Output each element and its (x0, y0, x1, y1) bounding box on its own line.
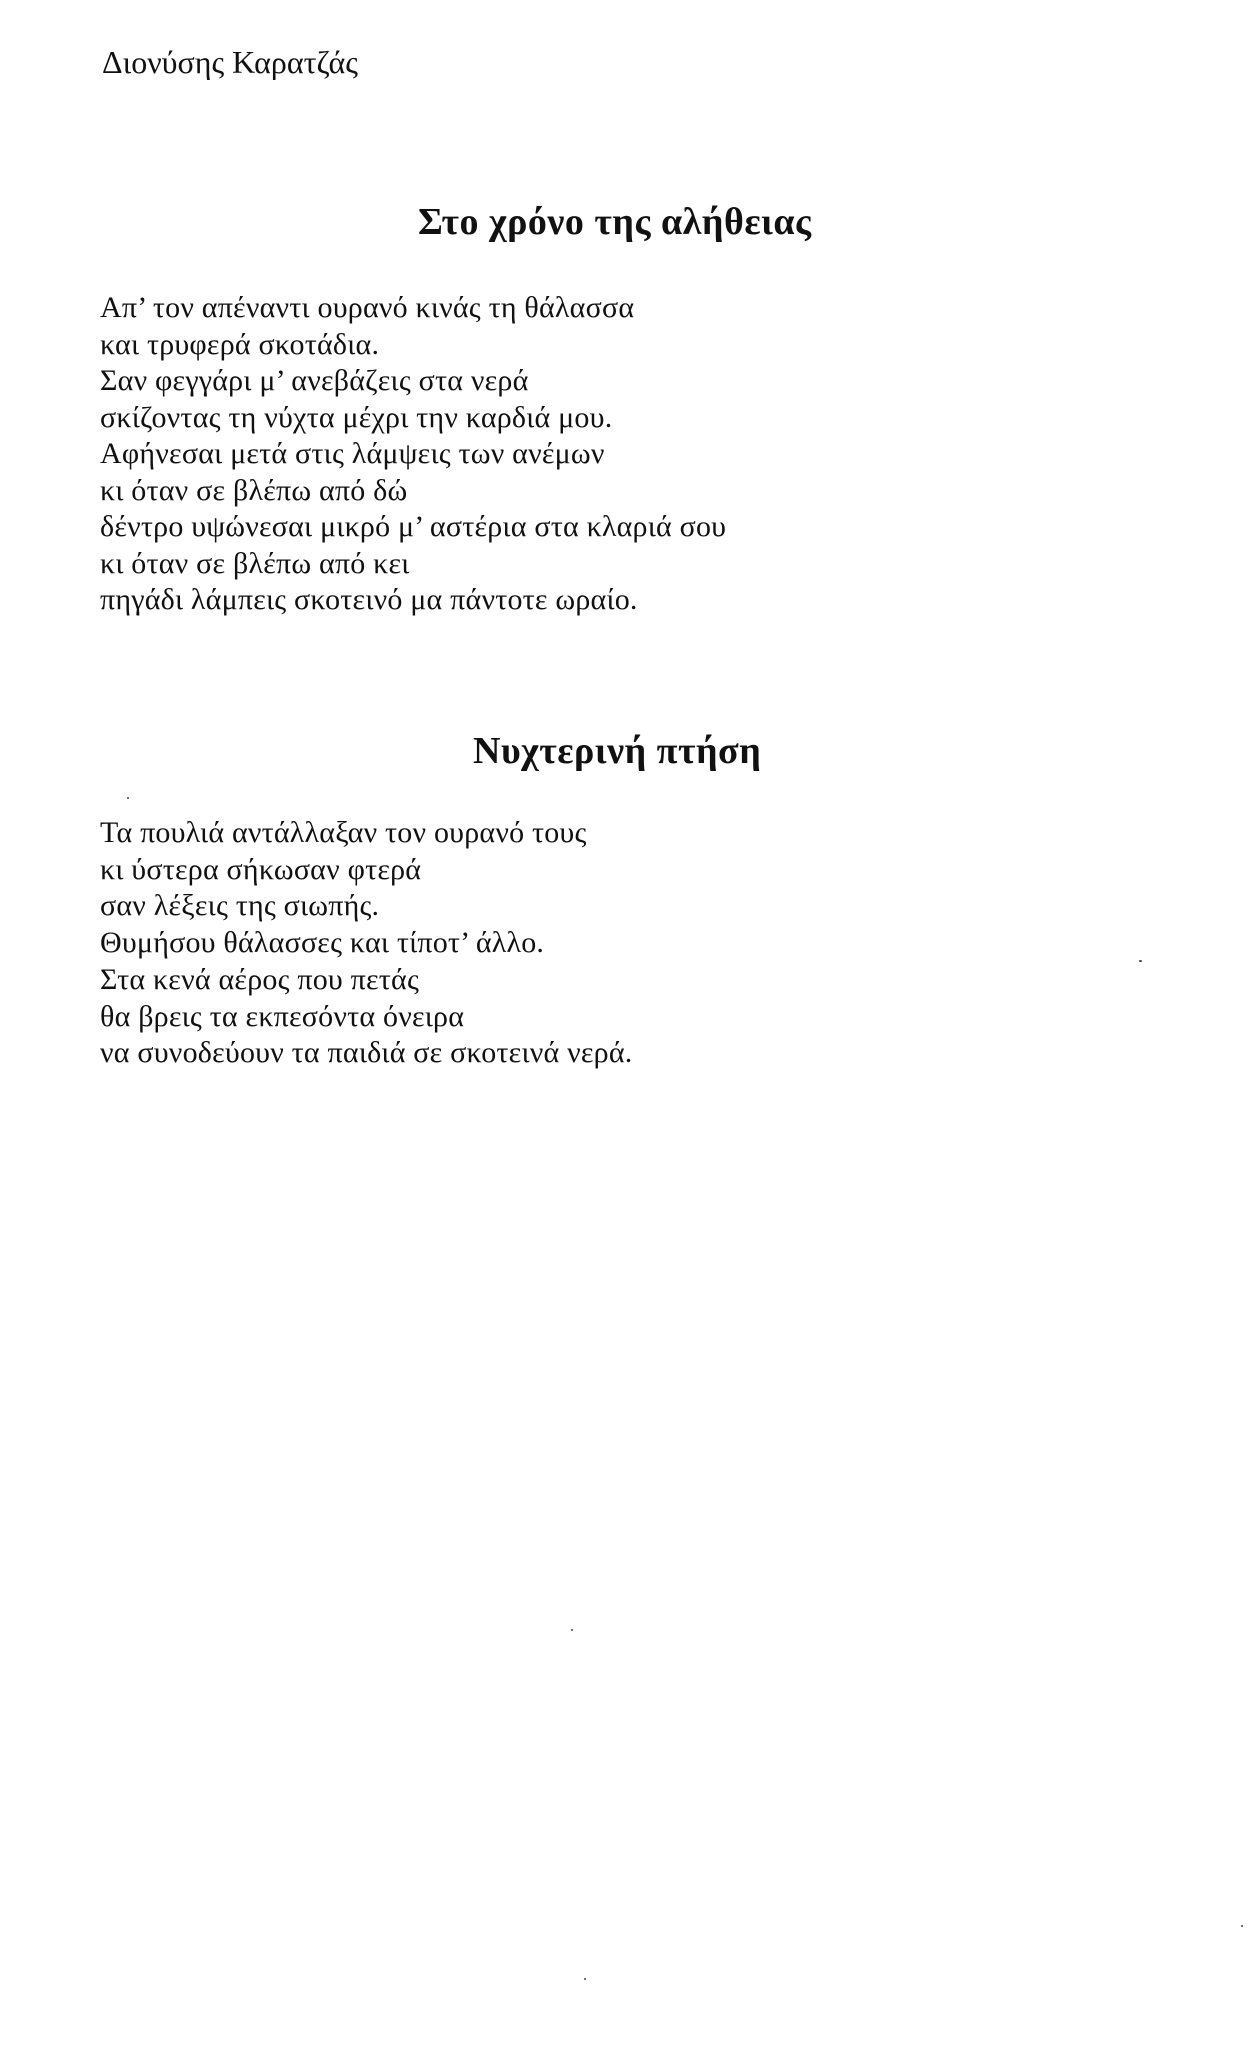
poem-title-2: Νυχτερινή πτήση (473, 730, 762, 772)
poem-line: να συνοδεύουν τα παιδιά σε σκοτεινά νερά. (100, 1036, 633, 1070)
poem-line: κι όταν σε βλέπω από κει (100, 546, 410, 580)
scan-speck (1241, 1925, 1243, 1927)
poem-line: Απ’ τον απέναντι ουρανό κινάς τη θάλασσα (100, 291, 635, 324)
poem-line: κι όταν σε βλέπω από δώ (100, 473, 408, 507)
poem-line: Αφήνεσαι μετά στις λάμψεις των ανέμων (100, 437, 605, 470)
poem-title-1: Στο χρόνο της αλήθειας (418, 201, 812, 243)
poem-1-body (100, 290, 726, 619)
scan-speck (571, 1629, 573, 1631)
poem-line: πηγάδι λάμπεις σκοτεινό μα πάντοτε ωραίο. (100, 583, 638, 616)
poem-line: σαν λέξεις της σιωπής. (100, 889, 380, 923)
scan-speck (584, 1978, 586, 1980)
scan-speck (1139, 960, 1142, 962)
poem-line: σκίζοντας τη νύχτα μέχρι την καρδιά μου. (100, 400, 613, 434)
poem-line: Θυμήσου θάλασσες και τίποτ’ άλλο. (100, 926, 545, 960)
poem-2-body (100, 815, 632, 1072)
poem-line: δέντρο υψώνεσαι μικρό μ’ αστέρια στα κλαριά σου (100, 510, 727, 543)
poem-line: Στα κενά αέρος που πετάς (100, 962, 420, 996)
poem-line: θα βρεις τα εκπεσόντα όνειρα (100, 999, 465, 1033)
scan-speck (127, 797, 129, 799)
poem-line: Σαν φεγγάρι μ’ ανεβάζεις στα νερά (100, 364, 529, 397)
poem-line: κι ύστερα σήκωσαν φτερά (100, 852, 422, 886)
poem-line: Τα πουλιά αντάλλαξαν τον ουρανό τους (100, 816, 587, 849)
author-name: Διονύσης Καρατζάς (102, 44, 358, 80)
poem-line: και τρυφερά σκοτάδια. (100, 327, 380, 361)
